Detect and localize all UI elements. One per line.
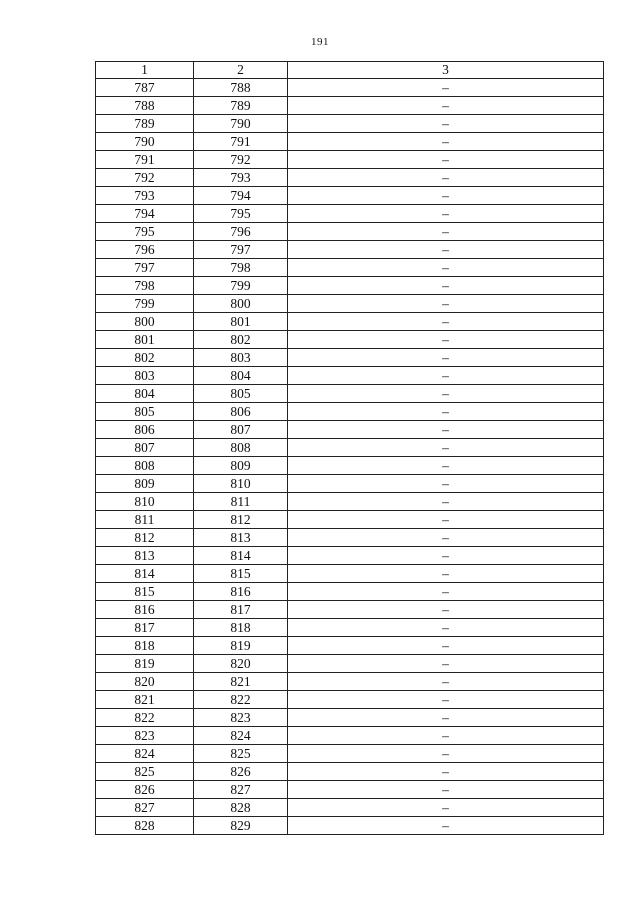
data-table — [95, 61, 604, 835]
table-cell-col-3: – — [288, 583, 604, 601]
table-row — [96, 547, 604, 565]
table-cell-col-2: 796 — [194, 223, 288, 241]
table-cell-col-1: 820 — [96, 673, 194, 691]
table-cell-col-3: – — [288, 439, 604, 457]
table-cell-col-1: 812 — [96, 529, 194, 547]
table-cell-col-1: 808 — [96, 457, 194, 475]
table-cell-col-3: – — [288, 601, 604, 619]
table-cell-col-1: 811 — [96, 511, 194, 529]
table-cell-col-2: 820 — [194, 655, 288, 673]
table-cell-col-1: 809 — [96, 475, 194, 493]
table-cell-col-2: 829 — [194, 817, 288, 835]
column-header-3: 3 — [288, 62, 604, 79]
table-cell-col-3: – — [288, 565, 604, 583]
table-cell-col-2: 797 — [194, 241, 288, 259]
table-cell-col-2: 790 — [194, 115, 288, 133]
table-cell-col-3: – — [288, 223, 604, 241]
table-cell-col-1: 795 — [96, 223, 194, 241]
table-row — [96, 691, 604, 709]
table-cell-col-2: 823 — [194, 709, 288, 727]
table-row — [96, 709, 604, 727]
table-cell-col-3: – — [288, 331, 604, 349]
table-cell-col-2: 795 — [194, 205, 288, 223]
table-row — [96, 115, 604, 133]
table-cell-col-2: 789 — [194, 97, 288, 115]
table-row — [96, 277, 604, 295]
table-cell-col-1: 793 — [96, 187, 194, 205]
table-cell-col-3: – — [288, 511, 604, 529]
table-cell-col-1: 787 — [96, 79, 194, 97]
table-cell-col-1: 802 — [96, 349, 194, 367]
table-cell-col-1: 825 — [96, 763, 194, 781]
table-header-row — [96, 62, 604, 79]
table-row — [96, 385, 604, 403]
table-cell-col-3: – — [288, 799, 604, 817]
table-cell-col-1: 789 — [96, 115, 194, 133]
table-cell-col-1: 827 — [96, 799, 194, 817]
table-cell-col-1: 823 — [96, 727, 194, 745]
table-cell-col-2: 818 — [194, 619, 288, 637]
table-cell-col-2: 828 — [194, 799, 288, 817]
table-cell-col-3: – — [288, 421, 604, 439]
table-cell-col-2: 817 — [194, 601, 288, 619]
table-cell-col-2: 816 — [194, 583, 288, 601]
table-cell-col-1: 807 — [96, 439, 194, 457]
table-cell-col-1: 794 — [96, 205, 194, 223]
table-row — [96, 475, 604, 493]
table-cell-col-3: – — [288, 97, 604, 115]
table-row — [96, 601, 604, 619]
table-cell-col-2: 803 — [194, 349, 288, 367]
table-cell-col-2: 826 — [194, 763, 288, 781]
table-cell-col-3: – — [288, 709, 604, 727]
table-cell-col-1: 796 — [96, 241, 194, 259]
table-cell-col-1: 819 — [96, 655, 194, 673]
table-cell-col-3: – — [288, 259, 604, 277]
table-cell-col-2: 799 — [194, 277, 288, 295]
table-cell-col-3: – — [288, 637, 604, 655]
table-cell-col-2: 808 — [194, 439, 288, 457]
table-cell-col-3: – — [288, 691, 604, 709]
table-cell-col-3: – — [288, 205, 604, 223]
table-row — [96, 439, 604, 457]
table-row — [96, 79, 604, 97]
table-cell-col-1: 824 — [96, 745, 194, 763]
table-cell-col-1: 801 — [96, 331, 194, 349]
table-row — [96, 223, 604, 241]
table-cell-col-1: 816 — [96, 601, 194, 619]
table-cell-col-3: – — [288, 475, 604, 493]
table-row — [96, 403, 604, 421]
table-cell-col-2: 824 — [194, 727, 288, 745]
table-row — [96, 295, 604, 313]
table-cell-col-2: 822 — [194, 691, 288, 709]
table-row — [96, 583, 604, 601]
table-cell-col-3: – — [288, 385, 604, 403]
table-cell-col-2: 827 — [194, 781, 288, 799]
table-row — [96, 367, 604, 385]
table-cell-col-3: – — [288, 817, 604, 835]
table-cell-col-1: 815 — [96, 583, 194, 601]
table-cell-col-3: – — [288, 295, 604, 313]
table-row — [96, 313, 604, 331]
table-row — [96, 349, 604, 367]
table-row — [96, 97, 604, 115]
table-cell-col-2: 798 — [194, 259, 288, 277]
table-cell-col-1: 797 — [96, 259, 194, 277]
table-cell-col-1: 810 — [96, 493, 194, 511]
table-cell-col-2: 800 — [194, 295, 288, 313]
table-cell-col-3: – — [288, 169, 604, 187]
table-cell-col-1: 828 — [96, 817, 194, 835]
table-cell-col-1: 803 — [96, 367, 194, 385]
table-cell-col-3: – — [288, 529, 604, 547]
table-row — [96, 655, 604, 673]
table-cell-col-1: 817 — [96, 619, 194, 637]
table-cell-col-3: – — [288, 619, 604, 637]
table-cell-col-3: – — [288, 367, 604, 385]
table-cell-col-3: – — [288, 151, 604, 169]
table-cell-col-3: – — [288, 493, 604, 511]
table-cell-col-2: 821 — [194, 673, 288, 691]
table-row — [96, 169, 604, 187]
table-cell-col-2: 807 — [194, 421, 288, 439]
table-row — [96, 241, 604, 259]
table-cell-col-3: – — [288, 241, 604, 259]
table-cell-col-3: – — [288, 727, 604, 745]
table-row — [96, 133, 604, 151]
table-cell-col-2: 805 — [194, 385, 288, 403]
table-cell-col-1: 791 — [96, 151, 194, 169]
table-cell-col-3: – — [288, 547, 604, 565]
table-cell-col-2: 812 — [194, 511, 288, 529]
table-cell-col-1: 826 — [96, 781, 194, 799]
table-cell-col-1: 818 — [96, 637, 194, 655]
table-row — [96, 781, 604, 799]
table-cell-col-3: – — [288, 277, 604, 295]
table-row — [96, 457, 604, 475]
table-cell-col-1: 805 — [96, 403, 194, 421]
table-row — [96, 637, 604, 655]
table-row — [96, 529, 604, 547]
column-header-2: 2 — [194, 62, 288, 79]
table-cell-col-1: 822 — [96, 709, 194, 727]
table-row — [96, 205, 604, 223]
table-cell-col-1: 799 — [96, 295, 194, 313]
table-cell-col-2: 811 — [194, 493, 288, 511]
table-cell-col-2: 794 — [194, 187, 288, 205]
table-cell-col-3: – — [288, 115, 604, 133]
table-cell-col-2: 814 — [194, 547, 288, 565]
table-cell-col-1: 813 — [96, 547, 194, 565]
table-cell-col-1: 788 — [96, 97, 194, 115]
table-cell-col-2: 802 — [194, 331, 288, 349]
table-row — [96, 421, 604, 439]
table-cell-col-1: 798 — [96, 277, 194, 295]
table-row — [96, 151, 604, 169]
table-cell-col-1: 804 — [96, 385, 194, 403]
column-header-1: 1 — [96, 62, 194, 79]
table-cell-col-1: 806 — [96, 421, 194, 439]
table-cell-col-2: 788 — [194, 79, 288, 97]
table-row — [96, 511, 604, 529]
table-cell-col-3: – — [288, 403, 604, 421]
table-cell-col-3: – — [288, 763, 604, 781]
table-row — [96, 331, 604, 349]
table-cell-col-2: 815 — [194, 565, 288, 583]
table-cell-col-2: 809 — [194, 457, 288, 475]
table-cell-col-2: 793 — [194, 169, 288, 187]
table-cell-col-3: – — [288, 187, 604, 205]
table-cell-col-3: – — [288, 313, 604, 331]
table-cell-col-3: – — [288, 79, 604, 97]
table-row — [96, 763, 604, 781]
table-cell-col-2: 810 — [194, 475, 288, 493]
table-cell-col-2: 825 — [194, 745, 288, 763]
table-cell-col-3: – — [288, 349, 604, 367]
table-row — [96, 619, 604, 637]
table-cell-col-2: 801 — [194, 313, 288, 331]
table-body — [96, 79, 604, 835]
table-cell-col-3: – — [288, 781, 604, 799]
table-cell-col-1: 790 — [96, 133, 194, 151]
table-cell-col-3: – — [288, 655, 604, 673]
table-cell-col-1: 800 — [96, 313, 194, 331]
table-cell-col-3: – — [288, 457, 604, 475]
table-row — [96, 187, 604, 205]
table-cell-col-3: – — [288, 133, 604, 151]
page-number: 191 — [311, 36, 329, 48]
table-cell-col-1: 821 — [96, 691, 194, 709]
table-row — [96, 745, 604, 763]
table-row — [96, 727, 604, 745]
table-cell-col-3: – — [288, 745, 604, 763]
table-row — [96, 817, 604, 835]
table-cell-col-2: 819 — [194, 637, 288, 655]
table-row — [96, 259, 604, 277]
table-cell-col-1: 792 — [96, 169, 194, 187]
table-cell-col-2: 806 — [194, 403, 288, 421]
table-row — [96, 673, 604, 691]
table-cell-col-1: 814 — [96, 565, 194, 583]
table-cell-col-2: 791 — [194, 133, 288, 151]
table-row — [96, 565, 604, 583]
table-cell-col-2: 813 — [194, 529, 288, 547]
table-row — [96, 799, 604, 817]
table-cell-col-2: 792 — [194, 151, 288, 169]
table-row — [96, 493, 604, 511]
table-cell-col-2: 804 — [194, 367, 288, 385]
table-cell-col-3: – — [288, 673, 604, 691]
